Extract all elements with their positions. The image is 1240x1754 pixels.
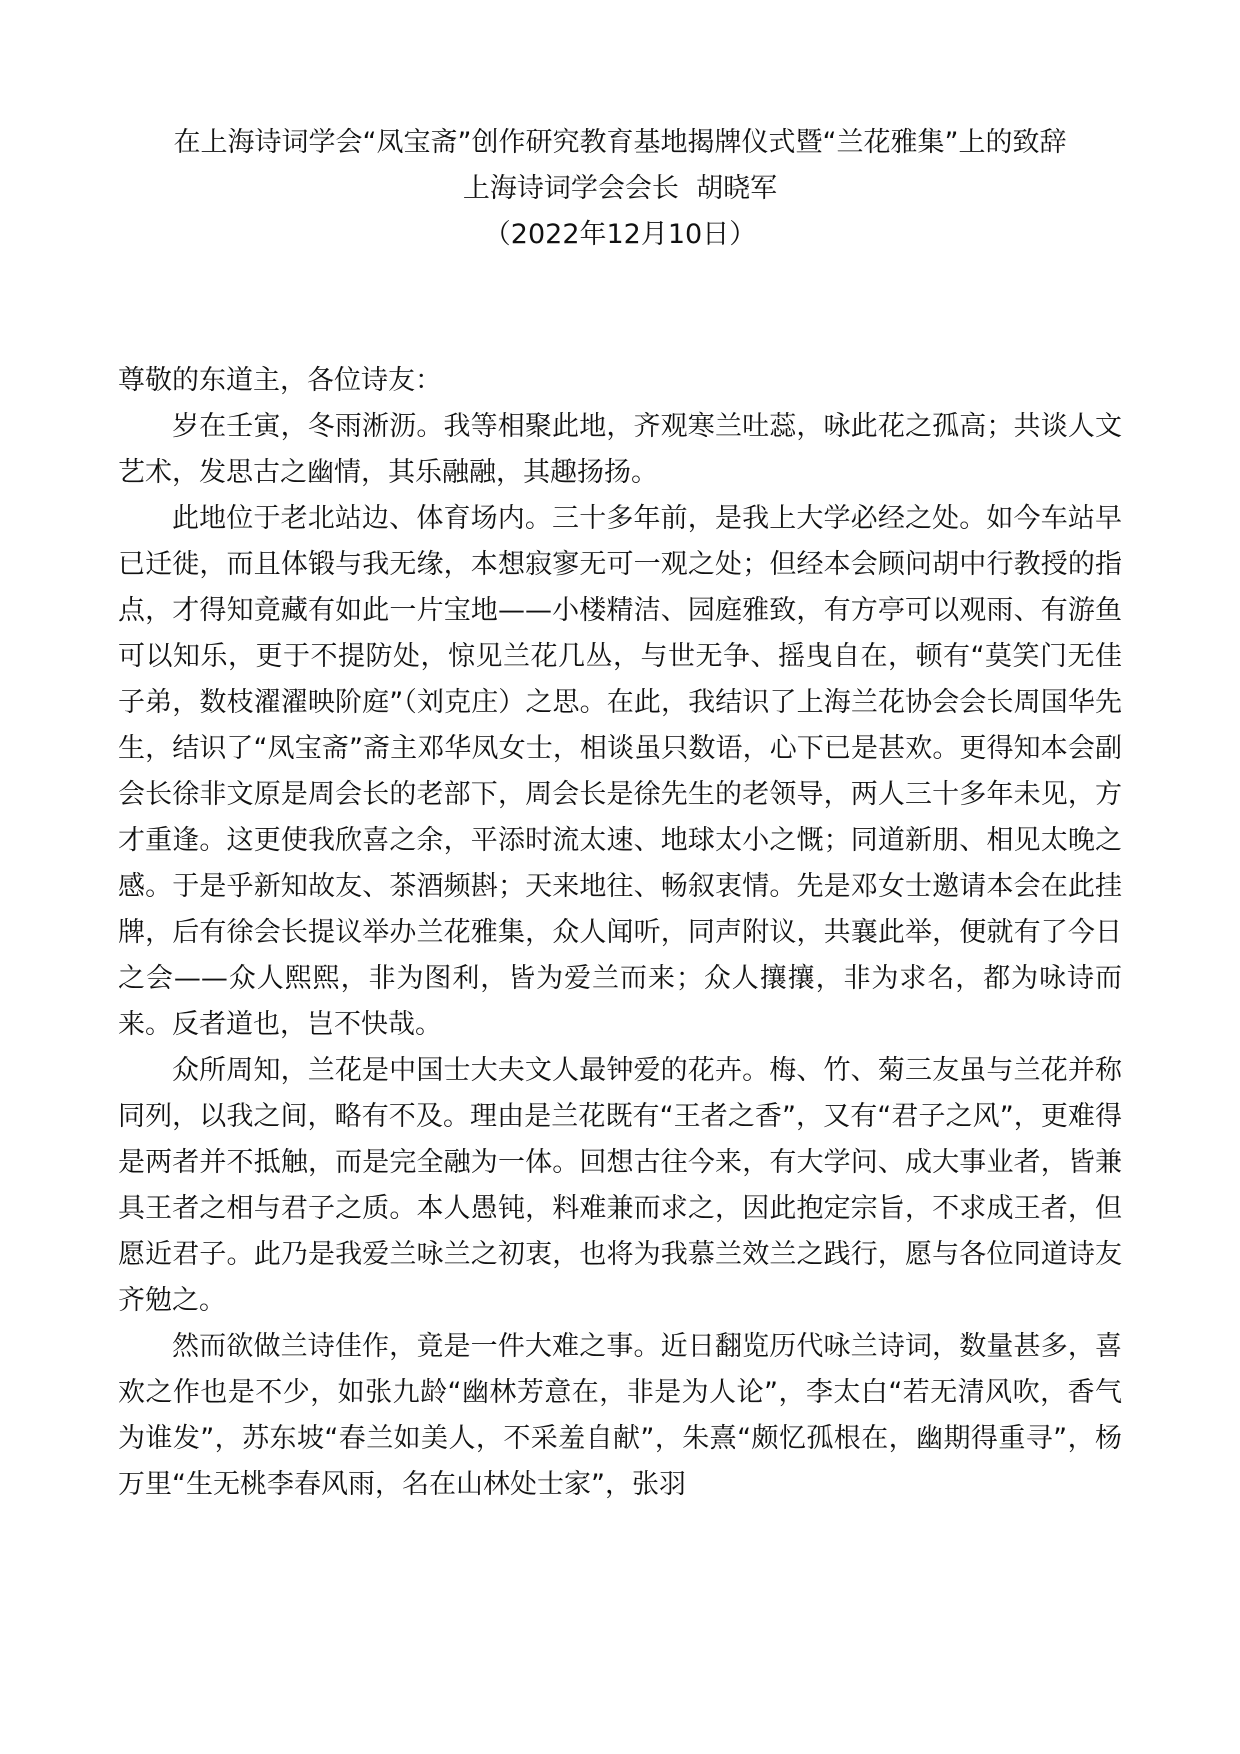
document-date: （2022年12月10日）	[483, 219, 757, 250]
document-body	[118, 358, 1122, 1508]
paragraph-2: 此地位于老北站边、体育场内。三十多年前，是我上大学必经之处。如今车站早已迁徙，而且体锻与我无缘，本想寂寥无可一观之处；但经本会顾问胡中行教授的指点，才得知竟藏有如此一片宝地——小楼精洁、园庭雅致，有方亭可以观雨、有游鱼可以知乐，更于不提防处，惊见兰花几丛，与世无争、摇曳自在，顿有“莫笑门无佳子弟，数枝濯濯映阶庭”（刘克庄）之思。在此，我结识了上海兰花协会会长周国华先生，结识了“凤宝斋”斋主邓华凤女士，相谈虽只数语，心下已是甚欢。更得知本会副会长徐非文原是周会长的老部下，周会长是徐先生的老领导，两人三十多年未见，方才重逢。这更使我欣喜之余，平添时流太速、地球太小之慨；同道新朋、相见太晚之感。于是乎新知故友、茶酒频斟；天来地往、畅叙衷情。先是邓女士邀请本会在此挂牌，后有徐会长提议举办兰花雅集，众人闻听，同声附议，共襄此举，便就有了今日之会——众人熙熙，非为图利，皆为爱兰而来；众人攘攘，非为求名，都为咏诗而来。反者道也，岂不快哉。	[118, 503, 1122, 1040]
paragraph-3: 众所周知，兰花是中国士大夫文人最钟爱的花卉。梅、竹、菊三友虽与兰花并称同列，以我之间，略有不及。理由是兰花既有“王者之香”，又有“君子之风”，更难得是两者并不抵触，而是完全融为一体。回想古往今来，有大学问、成大事业者，皆兼具王者之相与君子之质。本人愚钝，料难兼而求之，因此抱定宗旨，不求成王者，但愿近君子。此乃是我爱兰咏兰之初衷，也将为我慕兰效兰之践行，愿与各位同道诗友齐勉之。	[118, 1055, 1122, 1316]
document-title: 在上海诗词学会“凤宝斋”创作研究教育基地揭牌仪式暨“兰花雅集”上的致辞	[173, 127, 1067, 158]
document-header	[118, 120, 1122, 258]
paragraph-1: 岁在壬寅，冬雨淅沥。我等相聚此地，齐观寒兰吐蕊，咏此花之孤高；共谈人文艺术，发思古之幽情，其乐融融，其趣扬扬。	[118, 411, 1122, 488]
document-author: 上海诗词学会会长 胡晓军	[462, 173, 778, 204]
paragraph-4: 然而欲做兰诗佳作，竟是一件大难之事。近日翻览历代咏兰诗词，数量甚多，喜欢之作也是不少，如张九龄“幽林芳意在，非是为人论”，李太白“若无清风吹，香气为谁发”，苏东坡“春兰如美人，不采羞自献”，朱熹“颇忆孤根在，幽期得重寻”，杨万里“生无桃李春风雨，名在山林处士家”，张羽	[118, 1331, 1122, 1500]
salutation: 尊敬的东道主，各位诗友：	[118, 365, 442, 396]
